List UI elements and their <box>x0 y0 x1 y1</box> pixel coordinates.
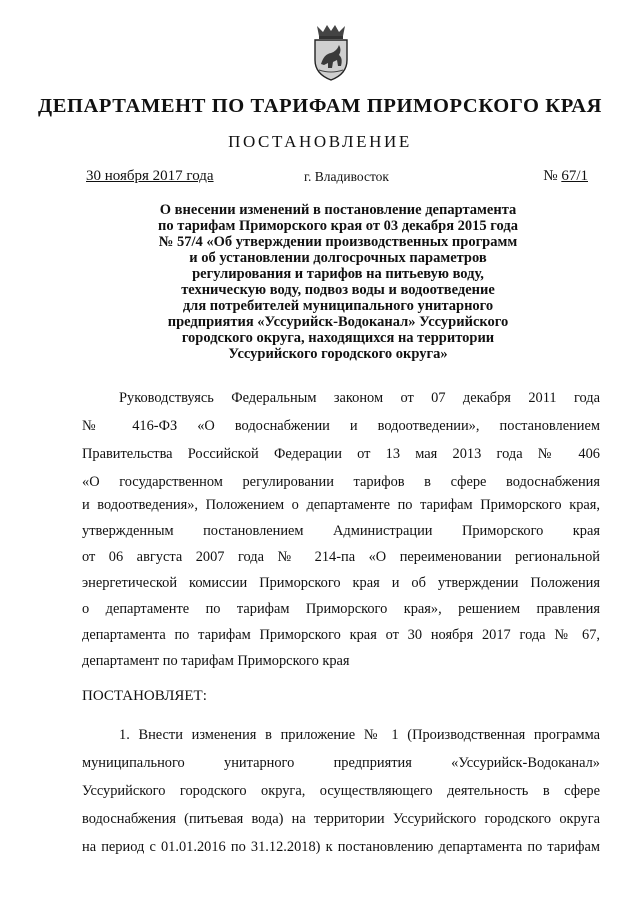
coat-of-arms-icon <box>309 20 353 82</box>
number-value: 67/1 <box>561 168 588 184</box>
title-line: для потребителей муниципального унитарного <box>182 298 494 314</box>
document-number <box>543 168 588 185</box>
title-line: городского округа, находящихся на территории <box>181 330 495 346</box>
title-line: предприятия «Уссурийск-Водоканал» Уссурийского <box>167 314 509 330</box>
preamble-line: энергетической комиссии Приморского края и об утверждении Положения <box>82 575 600 591</box>
title-line: О внесении изменений в постановление департамента <box>159 202 517 218</box>
document-city: г. Владивосток <box>304 169 389 184</box>
number-prefix: № <box>543 168 558 184</box>
title-line: по тарифам Приморского края от 03 декабря 2015 года <box>158 218 518 234</box>
preamble-line: Руководствуясь Федеральным законом от 07 декабря 2011 года <box>119 390 600 406</box>
document-title <box>118 202 558 362</box>
preamble-line: департамент по тарифам Приморского края <box>82 653 350 669</box>
preamble-line: «О государственном регулировании тарифов в сфере водоснабжения <box>82 474 600 490</box>
item-1-line: 1. Внести изменения в приложение № 1 (Производственная программа <box>119 727 600 743</box>
document-type: ПОСТАНОВЛЕНИЕ <box>228 132 412 151</box>
document-date: 30 ноября 2017 года <box>86 168 214 184</box>
preamble-line: и водоотведения», Положением о департаменте по тарифам Приморского края, <box>82 497 600 513</box>
preamble-line: утвержденным постановлением Администрации Приморского края <box>82 523 600 539</box>
title-line: регулирования и тарифов на питьевую воду, <box>192 266 484 282</box>
item-1-line: муниципального унитарного предприятия «Уссурийск-Водоканал» <box>82 755 600 771</box>
title-line: № 57/4 «Об утверждении производственных программ <box>158 234 518 250</box>
resolves-heading: ПОСТАНОВЛЯЕТ: <box>82 688 207 704</box>
preamble-line: департамента по тарифам Приморского края от 30 ноября 2017 года № 67, <box>82 627 600 643</box>
preamble-line: о департаменте по тарифам Приморского края», решением правления <box>82 601 600 617</box>
item-1-line: Уссурийского городского округа, осуществляющего деятельность в сфере <box>82 783 600 799</box>
item-1-line: на период с 01.01.2016 по 31.12.2018) к постановлению департамента по тарифам <box>82 839 600 855</box>
preamble-line: № 416-ФЗ «О водоснабжении и водоотведении», постановлением <box>82 418 600 434</box>
preamble-line: Правительства Российской Федерации от 13 мая 2013 года № 406 <box>82 446 600 462</box>
item-1-line: водоснабжения (питьевая вода) на территории Уссурийского городского округа <box>82 811 600 827</box>
preamble-line: от 06 августа 2007 года № 214-па «О переименовании региональной <box>82 549 600 565</box>
title-line: техническую воду, подвоз воды и водоотведение <box>181 282 495 298</box>
title-line: Уссурийского городского округа» <box>228 346 448 362</box>
organization-title: ДЕПАРТАМЕНТ ПО ТАРИФАМ ПРИМОРСКОГО КРАЯ <box>37 95 603 117</box>
title-line: и об установлении долгосрочных параметров <box>189 250 487 266</box>
